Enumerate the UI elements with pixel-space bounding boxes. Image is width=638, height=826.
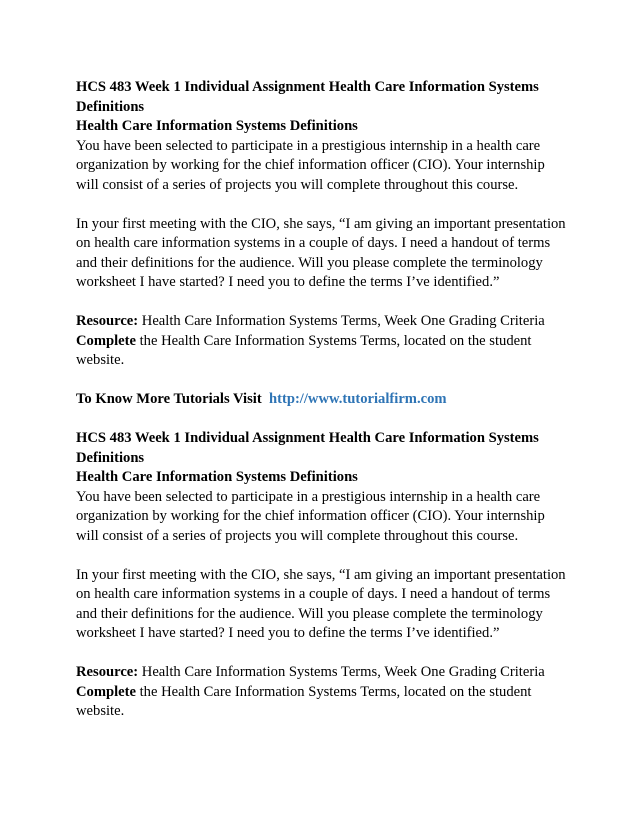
complete-line (76, 683, 566, 722)
complete-text: the Health Care Information Systems Terms, located on the student website. (76, 683, 532, 719)
resource-text: Health Care Information Systems Terms, Week One Grading Criteria (138, 313, 545, 329)
complete-label: Complete (76, 683, 136, 700)
assignment-subtitle: Health Care Information Systems Definitions (76, 118, 358, 134)
assignment-section-1 (76, 78, 566, 371)
resource-line (76, 663, 566, 683)
assignment-title: HCS 483 Week 1 Individual Assignment Health Care Information Systems Definitions (76, 430, 539, 466)
visit-label: To Know More Tutorials Visit (76, 391, 262, 407)
resource-line (76, 312, 566, 332)
visit-line (76, 390, 566, 410)
resource-label: Resource: (76, 313, 139, 329)
meeting-paragraph: In your first meeting with the CIO, she says, “I am giving an important presentation on health care information systems in a couple of days. I need a handout of terms and their definitions for the audience. Will you please complete the terminology worksheet I have started? I need you to define the terms I’ve identified.” (76, 566, 566, 641)
tutorial-link[interactable]: http://www.tutorialfirm.com (269, 391, 447, 407)
document-page (76, 78, 566, 722)
assignment-subtitle: Health Care Information Systems Definitions (76, 469, 358, 485)
intro-paragraph: You have been selected to participate in a prestigious internship in a health care organization by working for the chief information officer (CIO). Your internship will consist of a series of projects you will complete throughout this course. (76, 488, 545, 544)
intro-paragraph: You have been selected to participate in a prestigious internship in a health care organization by working for the chief information officer (CIO). Your internship will consist of a series of projects you will complete throughout this course. (76, 137, 545, 193)
complete-label: Complete (76, 332, 136, 349)
meeting-paragraph: In your first meeting with the CIO, she says, “I am giving an important presentation on health care information systems in a couple of days. I need a handout of terms and their definitions for the audience. Will you please complete the terminology worksheet I have started? I need you to define the terms I’ve identified.” (76, 215, 566, 290)
resource-label: Resource: (76, 664, 139, 680)
resource-text: Health Care Information Systems Terms, Week One Grading Criteria (138, 664, 545, 680)
assignment-section-2 (76, 429, 566, 722)
complete-text: the Health Care Information Systems Terms, located on the student website. (76, 332, 532, 368)
complete-line (76, 332, 566, 371)
assignment-title: HCS 483 Week 1 Individual Assignment Health Care Information Systems Definitions (76, 79, 539, 115)
